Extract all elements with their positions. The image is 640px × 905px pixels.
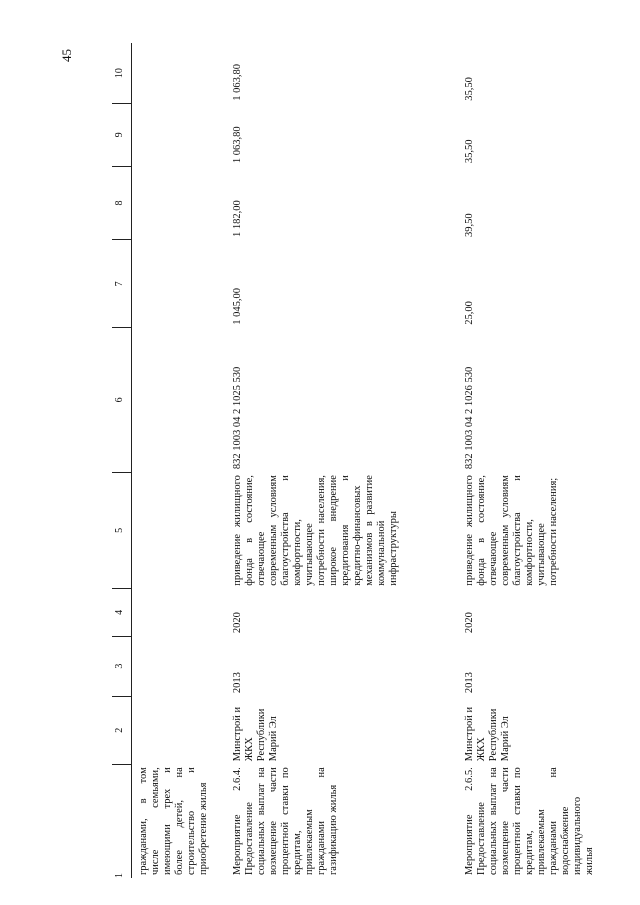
value-col7: 25,00 (464, 301, 475, 325)
value-col9: 35,50 (464, 139, 475, 164)
column-header-3: 3 (112, 636, 132, 696)
executor: Минстрой и ЖКХ Республики Марий Эл (464, 706, 511, 762)
start-year: 2013 (464, 672, 475, 694)
column-header-9: 9 (112, 104, 132, 166)
value-col8: 1 182,00 (232, 200, 243, 237)
budget-code: 832 1003 04 2 1025 530 (232, 366, 243, 470)
end-year: 2020 (464, 612, 475, 634)
budget-code: 832 1003 04 2 1026 530 (464, 366, 475, 470)
table-row (446, 43, 598, 878)
expected-result: приведение жилищного фонда в состояние, отвечающее современным условиям благоустройства и комфортности, учитывающее потребности населения; (464, 475, 559, 586)
value-col10: 1 063,80 (232, 63, 243, 101)
rotated-page-content (112, 43, 617, 878)
column-header-5: 5 (112, 472, 132, 589)
value-col7: 1 045,00 (232, 287, 243, 325)
measure-name: Мероприятие 2.6.4. Предоставление социальных выплат на возмещение части процентной ставки по кредитам, привлекаемым гражданами на газификацию жилья (232, 767, 339, 875)
measure-name: Мероприятие 2.6.5. Предоставление социальных выплат на возмещение части процентной ставки по кредитам, привлекаемым гражданами на водоснабжение индивидуального жилья (464, 767, 595, 875)
table-row (212, 43, 446, 878)
column-header-2: 2 (112, 696, 132, 764)
column-header-4: 4 (112, 589, 132, 636)
column-header-7: 7 (112, 240, 132, 328)
program-measures-table (112, 43, 598, 878)
executor: Минстрой и ЖКХ Республики Марий Эл (232, 706, 279, 762)
page-number: 45 (59, 49, 74, 62)
value-col10: 35,50 (464, 77, 475, 101)
expected-result: приведение жилищного фонда в состояние, отвечающее современным условиям благоустройства и комфортности, учитывающее потребности населения, широкое внедрение кредитования и кредитно-финансовых механизмов в развитие коммунальной инфраструктуры (232, 475, 399, 586)
start-year: 2013 (232, 672, 243, 694)
column-header-6: 6 (112, 328, 132, 472)
end-year: 2020 (232, 612, 243, 634)
table-row-continuation (132, 43, 213, 878)
continuation-text: гражданами, в том числе семьями, имеющими трех и более детей, на строительство и приобретение жилья (138, 767, 209, 875)
value-col8: 39,50 (464, 213, 475, 237)
column-header-8: 8 (112, 166, 132, 240)
column-header-1: 1 (112, 764, 132, 878)
value-col9: 1 063,80 (232, 126, 243, 164)
column-header-10: 10 (112, 43, 132, 104)
header-row (112, 43, 132, 878)
